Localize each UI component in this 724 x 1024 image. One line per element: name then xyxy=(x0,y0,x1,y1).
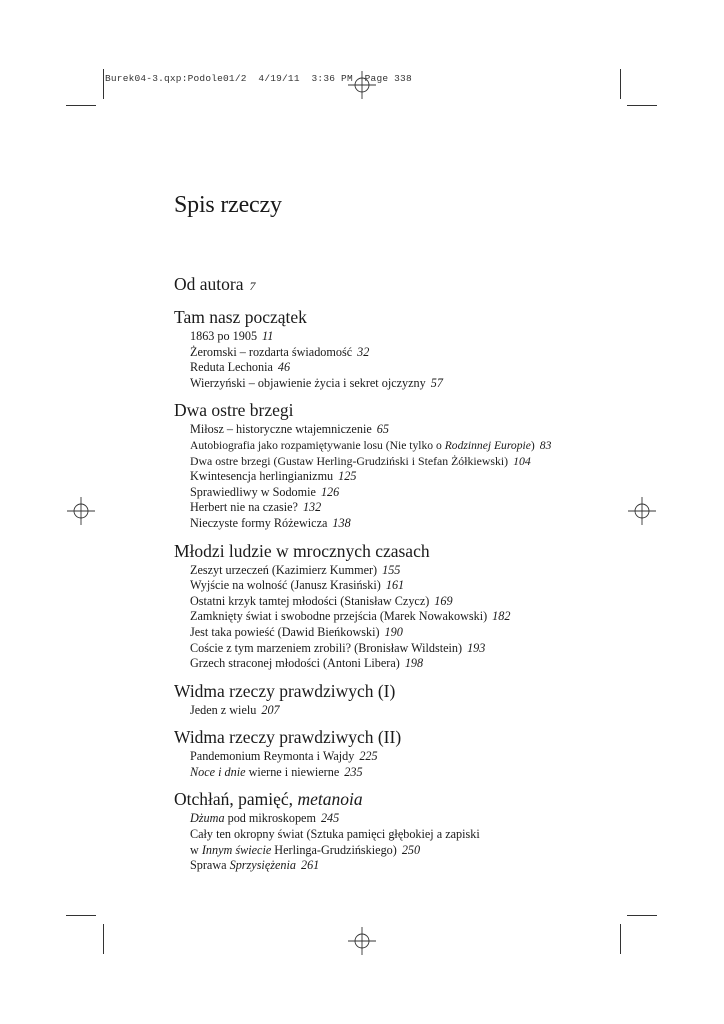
toc-entry xyxy=(174,563,634,579)
crop-mark-top-right-h xyxy=(627,105,657,106)
crop-mark-bottom-right-h xyxy=(627,915,657,916)
toc-entry-text: Cały ten okropny świat (Sztuka pamięci głębokiej a zapiski xyxy=(190,827,480,842)
toc-page-number: 126 xyxy=(320,484,340,499)
toc-page-number: 225 xyxy=(359,749,378,764)
toc-heading-italic: metanoia xyxy=(297,789,363,810)
toc-page-number: 261 xyxy=(300,858,320,873)
toc-entry-text: 1863 po 1905 xyxy=(190,329,258,343)
toc-page-number: 235 xyxy=(344,764,363,779)
toc-section-4 xyxy=(174,679,634,719)
crop-mark-top-left-h xyxy=(66,105,96,106)
toc-entry-text: Pandemonium Reymonta i Wajdy xyxy=(190,749,355,764)
toc-heading: Dwa ostre brzegi xyxy=(174,400,294,421)
page-title: Spis rzeczy xyxy=(174,192,282,218)
toc-entry-text: Sprawiedliwy w Sodomie xyxy=(190,484,316,499)
toc-entry xyxy=(174,625,634,641)
toc-section-2 xyxy=(174,398,634,531)
toc-entry xyxy=(174,422,634,438)
toc-entry xyxy=(174,703,634,719)
toc-heading: Widma rzeczy prawdziwych (II) xyxy=(174,727,402,748)
toc-entry xyxy=(174,438,634,454)
toc-entry xyxy=(174,749,634,765)
toc-page-number: 125 xyxy=(338,469,357,484)
toc-entry-italic-title: Rodzinnej Europie xyxy=(444,438,531,452)
toc-page-number: 132 xyxy=(302,500,322,515)
toc-heading: Młodzi ludzie w mrocznych czasach xyxy=(174,540,430,561)
toc-entry-text: Sprawa xyxy=(190,858,230,873)
toc-page-number: 198 xyxy=(404,656,424,671)
toc-entry xyxy=(174,376,634,392)
toc-heading: Tam nasz początek xyxy=(174,307,307,327)
toc-entry xyxy=(174,811,634,827)
toc-entry-text-end: ) xyxy=(530,438,535,452)
toc-entry-text: Coście z tym marzeniem zrobili? (Bronisław Wildstein) xyxy=(190,640,463,655)
toc-entry xyxy=(174,454,634,470)
toc-page-number: 161 xyxy=(385,578,405,593)
toc-section-6 xyxy=(174,787,634,873)
toc-entry-text: Jeden z wielu xyxy=(190,702,257,717)
toc-entry-text: Reduta Lechonia xyxy=(190,360,273,375)
toc-page-number: 7 xyxy=(249,279,256,293)
toc-heading xyxy=(174,787,634,811)
toc-page-number: 138 xyxy=(332,515,351,530)
toc-entry xyxy=(174,360,634,376)
toc-entry-text: Kwintesencja herlingianizmu xyxy=(190,469,334,484)
toc-page-number: 245 xyxy=(320,811,340,826)
toc-page-number: 190 xyxy=(384,624,403,639)
toc-entry xyxy=(174,656,634,672)
toc-section-5 xyxy=(174,725,634,780)
toc-entry xyxy=(174,345,634,361)
printer-slug: Burek04-3.qxp:Podole01/2 4/19/11 3:36 PM Page 338 xyxy=(105,73,412,84)
toc-entry-italic-title: Noce i dnie xyxy=(190,764,246,779)
toc-entry-text: pod mikroskopem xyxy=(224,811,316,826)
toc-entry-italic-title: Innym świecie xyxy=(201,842,272,857)
toc-entry xyxy=(174,594,634,610)
toc-page-number: 57 xyxy=(430,375,443,390)
toc-page-number: 207 xyxy=(261,702,280,717)
toc-entry xyxy=(174,765,634,781)
toc-entry-text: Dwa ostre brzegi (Gustaw Herling-Grudziński i Stefan Żółkiewski) xyxy=(190,453,509,468)
toc-page-number: 193 xyxy=(467,640,486,655)
registration-mark-top-icon xyxy=(347,70,377,100)
toc-entry-text: Grzech straconej młodości (Antoni Libera) xyxy=(190,656,400,671)
toc-entry xyxy=(174,858,634,874)
toc-heading xyxy=(174,272,634,298)
toc-page-number: 11 xyxy=(262,329,274,343)
toc-entry xyxy=(174,329,634,345)
toc-entry-text: Jest taka powieść (Dawid Bieńkowski) xyxy=(190,624,380,639)
toc-entry-italic-title: Sprzysiężenia xyxy=(229,858,296,873)
toc-entry-text: Zeszyt urzeczeń (Kazimierz Kummer) xyxy=(190,562,378,577)
toc-page-number: 182 xyxy=(492,609,511,624)
toc-entry-italic-title: Dżuma xyxy=(190,811,225,826)
toc-entry xyxy=(174,609,634,625)
toc-page-number: 65 xyxy=(376,422,389,437)
toc-section-3 xyxy=(174,539,634,672)
toc-page-number: 250 xyxy=(401,842,421,857)
registration-mark-left-icon xyxy=(66,496,96,526)
toc-page-number: 169 xyxy=(434,593,453,608)
toc-page-number: 104 xyxy=(513,453,531,468)
toc-section-od-autora xyxy=(174,272,634,298)
toc-entry xyxy=(174,843,634,859)
table-of-contents xyxy=(174,272,634,881)
toc-entry-text: Herbert nie na czasie? xyxy=(190,500,298,515)
toc-entry xyxy=(174,641,634,657)
toc-page-number: 155 xyxy=(382,562,401,577)
crop-mark-bottom-left-v xyxy=(103,924,104,954)
toc-section-1 xyxy=(174,305,634,391)
toc-heading-text: Otchłań, pamięć, xyxy=(174,789,298,810)
toc-entry-text: Wierzyński – objawienie życia i sekret ojczyzny xyxy=(190,375,426,390)
toc-entry xyxy=(174,500,634,516)
toc-entry xyxy=(174,469,634,485)
crop-mark-top-left-v xyxy=(103,69,104,99)
toc-heading-text: Od autora xyxy=(174,274,244,294)
toc-entry-text: Nieczyste formy Różewicza xyxy=(190,515,328,530)
registration-mark-bottom-icon xyxy=(347,926,377,956)
toc-entry xyxy=(174,485,634,501)
toc-entry-text: Wyjście na wolność (Janusz Krasiński) xyxy=(190,578,381,593)
crop-mark-bottom-left-h xyxy=(66,915,96,916)
toc-page-number: 83 xyxy=(539,438,552,452)
toc-entry xyxy=(174,827,634,843)
toc-entry-text: w xyxy=(190,842,202,857)
toc-entry-text: Ostatni krzyk tamtej młodości (Stanisław Czycz) xyxy=(190,593,430,608)
toc-entry xyxy=(174,516,634,532)
toc-entry xyxy=(174,578,634,594)
toc-page-number: 46 xyxy=(277,360,291,375)
toc-page-number: 32 xyxy=(357,344,370,359)
toc-entry-text-end: Herlinga-Grudzińskiego) xyxy=(271,842,397,857)
crop-mark-top-right-v xyxy=(620,69,621,99)
toc-heading: Widma rzeczy prawdziwych (I) xyxy=(174,680,396,701)
toc-entry-text: wierne i niewierne xyxy=(245,764,340,779)
toc-entry-text: Autobiografia jako rozpamiętywanie losu (Nie tylko o xyxy=(190,438,442,452)
toc-entry-text: Żeromski – rozdarta świadomość xyxy=(190,344,353,359)
crop-mark-bottom-right-v xyxy=(620,924,621,954)
toc-entry-text: Miłosz – historyczne wtajemniczenie xyxy=(190,422,372,437)
toc-entry-text: Zamknięty świat i swobodne przejścia (Marek Nowakowski) xyxy=(190,609,488,624)
